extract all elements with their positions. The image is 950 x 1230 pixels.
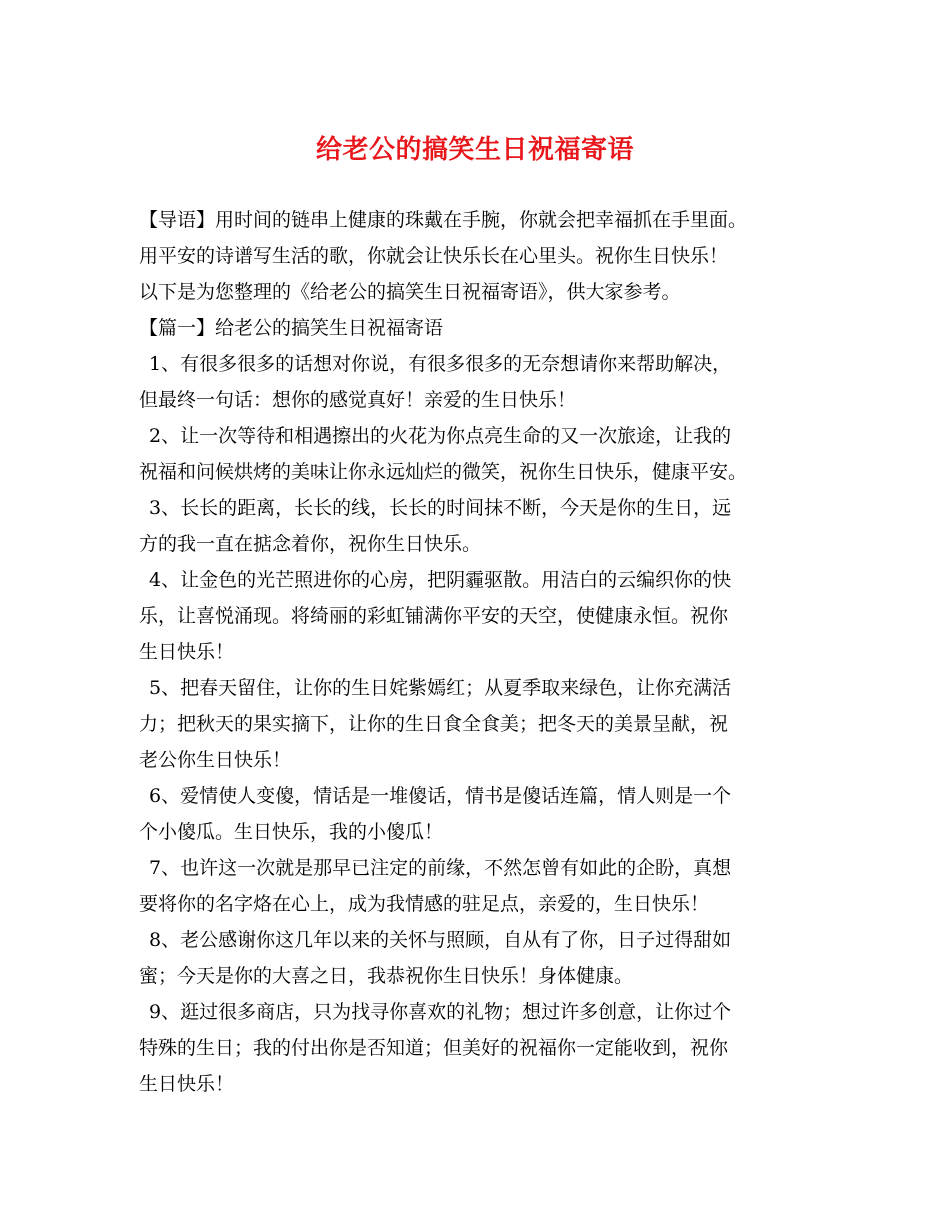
item-4-line: 4、让金色的光芒照进你的心房，把阴霾驱散。用洁白的云编织你的快 (149, 569, 732, 591)
item-3-line: 方的我一直在掂念着你，祝你生日快乐。 (139, 533, 482, 555)
intro-line: 【导语】用时间的链串上健康的珠戴在手腕，你就会把幸福抓在手里面。 (139, 209, 748, 231)
item-9-line: 9、逛过很多商店，只为找寻你喜欢的礼物；想过许多创意，让你过个 (149, 1001, 732, 1023)
item-1-line: 1、有很多很多的话想对你说，有很多很多的无奈想请你来帮助解决， (149, 353, 732, 375)
item-5-line: 5、把春天留住，让你的生日姹紫嫣红；从夏季取来绿色，让你充满活 (149, 677, 732, 699)
intro-line: 用平安的诗谱写生活的歌，你就会让快乐长在心里头。祝你生日快乐！ (139, 245, 729, 267)
item-2-line: 祝福和问候烘烤的美味让你永远灿烂的微笑，祝你生日快乐，健康平安。 (139, 461, 748, 483)
item-9-line: 生日快乐！ (139, 1073, 235, 1095)
item-7-line: 要将你的名字烙在心上，成为我情感的驻足点，亲爱的，生日快乐！ (139, 893, 710, 915)
intro-line: 以下是为您整理的《给老公的搞笑生日祝福寄语》，供大家参考。 (139, 281, 681, 303)
document-title: 给老公的搞笑生日祝福寄语 (315, 135, 634, 165)
item-6-line: 6、爱情使人变傻，情话是一堆傻话，情书是傻话连篇，情人则是一个 (149, 785, 732, 807)
item-3-line: 3、长长的距离，长长的线，长长的时间抹不断，今天是你的生日，远 (149, 497, 732, 519)
item-9-line: 特殊的生日；我的付出你是否知道；但美好的祝福你一定能收到，祝你 (139, 1037, 729, 1059)
item-8-line: 蜜；今天是你的大喜之日，我恭祝你生日快乐！身体健康。 (139, 965, 634, 987)
item-4-line: 生日快乐！ (139, 641, 235, 663)
item-5-line: 老公你生日快乐！ (139, 749, 292, 771)
item-4-line: 乐，让喜悦涌现。将绮丽的彩虹铺满你平安的天空，使健康永恒。祝你 (139, 605, 729, 627)
item-8-line: 8、老公感谢你这几年以来的关怀与照顾，自从有了你，日子过得甜如 (149, 929, 732, 951)
section-heading: 【篇一】给老公的搞笑生日祝福寄语 (139, 317, 444, 339)
item-6-line: 个小傻瓜。生日快乐，我的小傻瓜！ (139, 821, 444, 843)
document-body (139, 202, 829, 1102)
item-1-line: 但最终一句话：想你的感觉真好！亲爱的生日快乐！ (139, 389, 577, 411)
item-2-line: 2、让一次等待和相遇擦出的火花为你点亮生命的又一次旅途，让我的 (149, 425, 732, 447)
item-7-line: 7、也许这一次就是那早已注定的前缘，不然怎曾有如此的企盼，真想 (149, 857, 732, 879)
item-5-line: 力；把秋天的果实摘下，让你的生日食全食美；把冬天的美景呈献，祝 (139, 713, 729, 735)
